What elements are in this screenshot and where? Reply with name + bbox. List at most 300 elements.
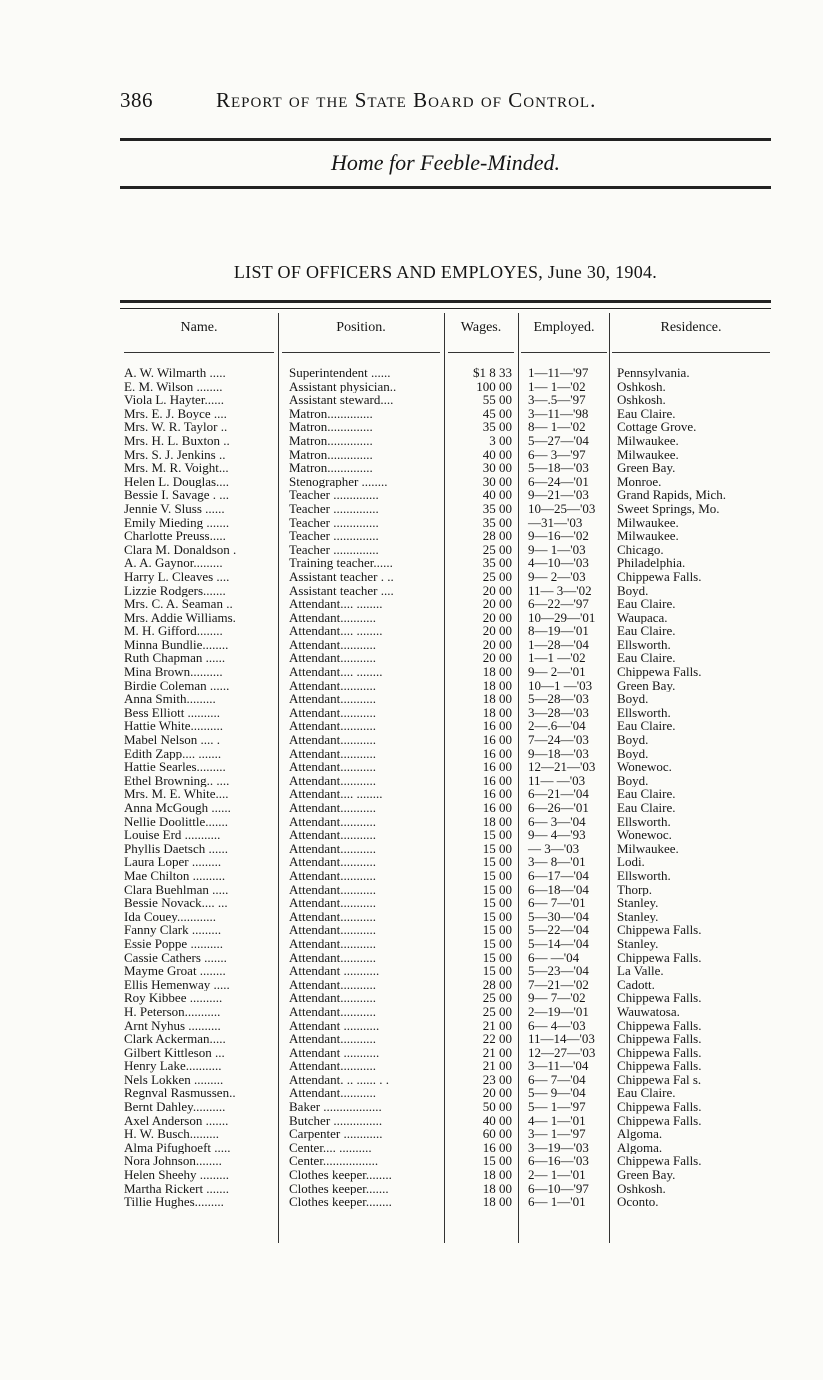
employee-position: Matron.............. [289,461,373,475]
employee-wages: 15 00 [482,908,512,924]
employee-residence: Oshkosh. [617,379,666,394]
employee-residence: Pennsylvania. [617,366,690,380]
table-row [0,665,823,679]
employee-wages: 15 00 [482,1153,512,1169]
employee-name: Mrs. E. J. Boyce .... [124,406,227,421]
employee-residence: Chippewa Falls. [617,950,702,965]
employee-employed-date: 9— 2—'03 [528,568,586,584]
employee-residence: Cadott. [617,977,655,992]
employee-name: Phyllis Daetsch ...... [124,841,228,856]
employee-position: Attendant........... [289,692,377,706]
employee-residence: Green Bay. [617,678,676,693]
employee-wages: 20 00 [482,609,512,625]
employee-employed-date: 5—28—'03 [528,691,589,707]
employee-employed-date: 1—28—'04 [528,636,589,652]
employee-name: Helen L. Douglas.... [124,474,230,489]
employee-employed-date: 2— 1—'01 [528,1167,586,1183]
employee-residence: Oconto. [617,1195,659,1209]
employee-wages: 45 00 [482,405,512,421]
header-underline [448,352,514,353]
employee-employed-date: 6—18—'04 [528,881,589,897]
table-row [0,1154,823,1168]
table-row [0,488,823,502]
table-row [0,448,823,462]
employee-wages: 20 00 [482,650,512,666]
employee-residence: Chippewa Falls. [617,1100,702,1114]
employee-position: Superintendent ...... [289,366,391,380]
table-row [0,1059,823,1073]
employee-position: Attendant.... ........ [289,665,383,679]
employee-name: Gilbert Kittleson ... [124,1045,225,1060]
table-row [0,828,823,842]
table-row [0,1168,823,1182]
employee-residence: Milwaukee. [617,841,679,856]
employee-name: Mrs. M. R. Voight... [124,461,229,475]
employee-wages: 18 00 [482,813,512,829]
employee-position: Clothes keeper....... [289,1181,389,1196]
employee-employed-date: 6—26—'01 [528,800,589,815]
employee-wages: 18 00 [482,704,512,720]
table-rule-thick [120,300,771,303]
column-header-employed: Employed. [533,320,595,335]
employee-wages: 21 00 [482,1058,512,1074]
employee-wages: 35 00 [482,514,512,530]
employee-wages: 60 00 [482,1126,512,1142]
employee-name: Louise Erd ........... [124,828,221,842]
employee-wages: 20 00 [482,636,512,652]
employee-residence: Ellsworth. [617,814,671,829]
employee-position: Attendant........... [289,733,377,747]
employee-residence: Milwaukee. [617,433,679,448]
table-row [0,1019,823,1033]
employee-employed-date: 6—22—'97 [528,596,589,612]
table-row [0,747,823,761]
employee-position: Clothes keeper........ [289,1195,392,1209]
employee-position: Teacher .............. [289,501,379,516]
employee-wages: 25 00 [482,568,512,584]
table-row [0,1086,823,1100]
employee-wages: 55 00 [482,392,512,408]
employee-position: Attendant........... [289,610,377,625]
employee-wages: 30 00 [482,473,512,489]
employee-position: Attendant........... [289,746,377,761]
employee-residence: Boyd. [617,733,649,747]
table-row [0,964,823,978]
employee-employed-date: 6—24—'01 [528,473,589,489]
employee-name: Nels Lokken ......... [124,1072,224,1087]
employee-name: Clara Buehlman ..... [124,882,229,897]
employee-employed-date: 5—23—'04 [528,963,589,979]
header-rule-top [120,138,771,141]
table-row [0,692,823,706]
employee-position: Attendant........... [289,936,377,951]
table-row [0,502,823,516]
employee-position: Teacher .............. [289,488,379,502]
employee-position: Matron.............. [289,406,373,421]
employee-wages: 18 00 [482,1194,512,1210]
employee-name: Hattie White.......... [124,719,224,734]
employee-name: Emily Mieding ....... [124,515,230,530]
employee-residence: Wonewoc. [617,760,672,774]
employee-residence: Chippewa Falls. [617,1018,702,1033]
table-row [0,529,823,543]
employee-employed-date: 6— 3—'04 [528,813,586,829]
employee-employed-date: 4—10—'03 [528,555,589,571]
employee-employed-date: 1—11—'97 [528,365,589,380]
employee-name: Charlotte Preuss..... [124,529,226,543]
header-underline [124,352,274,353]
employee-position: Stenographer ........ [289,474,388,489]
employee-residence: Chippewa Falls. [617,1059,702,1073]
employee-residence: Sweet Springs, Mo. [617,501,720,516]
employee-residence: Stanley. [617,896,659,910]
employee-name: Bernt Dahley.......... [124,1100,226,1114]
column-header-residence: Residence. [660,320,722,335]
employee-employed-date: 5— 9—'04 [528,1085,586,1101]
employee-wages: 18 00 [482,677,512,693]
table-row [0,651,823,665]
employee-name: Alma Pifughoeft ..... [124,1140,231,1155]
employee-residence: Chippewa Falls. [617,569,702,584]
employee-position: Attendant........... [289,828,377,842]
employee-employed-date: 2—.6—'04 [528,718,586,734]
employee-wages: 20 00 [482,1085,512,1101]
employee-name: Regnval Rasmussen.. [124,1086,236,1101]
employee-residence: Eau Claire. [617,651,676,666]
employee-position: Attendant........... [289,678,377,693]
employee-residence: Chippewa Falls. [617,665,702,679]
employee-name: Mrs. S. J. Jenkins .. [124,447,226,462]
employee-employed-date: 6—21—'04 [528,786,589,802]
employee-wages: 40 00 [482,446,512,462]
employee-position: Attendant........... [289,882,377,897]
column-header-name: Name. [180,320,218,335]
employee-name: Nellie Doolittle....... [124,814,228,829]
employee-wages: 28 00 [482,976,512,992]
table-row [0,760,823,774]
employee-residence: Algoma. [617,1140,663,1155]
employee-name: Ethel Browning.. .... [124,773,230,788]
employee-residence: Eau Claire. [617,624,676,638]
employee-position: Attendant........... [289,1086,377,1101]
employee-name: Anna McGough ...... [124,801,231,815]
employee-residence: Eau Claire. [617,597,676,611]
employee-position: Butcher ............... [289,1113,383,1128]
table-row [0,461,823,475]
employee-wages: 21 00 [482,1017,512,1033]
employee-position: Attendant........... [289,977,377,992]
employee-name: Clark Ackerman..... [124,1032,226,1046]
employee-residence: Wauwatosa. [617,1004,680,1019]
employee-name: Hattie Searles......... [124,760,226,774]
table-row [0,1195,823,1209]
header-underline [282,352,440,353]
employee-name: Mrs. W. R. Taylor .. [124,420,228,434]
employee-name: Bessie I. Savage . ... [124,488,230,502]
employee-residence: Eau Claire. [617,787,676,801]
employee-position: Attendant ........... [289,1018,380,1033]
table-row [0,597,823,611]
employee-employed-date: 10—25—'03 [528,500,596,516]
employee-position: Attendant.... ........ [289,624,383,638]
employee-position: Attendant.... ........ [289,787,383,801]
employee-employed-date: 5—22—'04 [528,922,589,938]
table-row [0,434,823,448]
employee-name: H. W. Busch......... [124,1127,219,1141]
employee-employed-date: 9—16—'02 [528,528,589,544]
employee-employed-date: 7—24—'03 [528,732,589,748]
employee-wages: 25 00 [482,541,512,557]
table-row [0,978,823,992]
employee-residence: La Valle. [617,964,664,978]
employee-residence: Ellsworth. [617,705,671,720]
employee-residence: Oshkosh. [617,1181,666,1196]
employee-wages: 20 00 [482,596,512,612]
employee-residence: Eau Claire. [617,801,676,815]
employee-employed-date: 3—.5—'97 [528,392,586,408]
employee-position: Attendant........... [289,801,377,815]
employee-position: Attendant ........... [289,964,380,978]
employee-residence: Chippewa Fal s. [617,1072,702,1087]
employee-employed-date: — 3—'03 [528,840,580,856]
employee-residence: Green Bay. [617,1168,676,1182]
employee-residence: Chippewa Falls. [617,1113,702,1128]
employee-name: Mina Brown.......... [124,665,223,679]
employee-residence: Chippewa Falls. [617,923,702,937]
employee-name: Mabel Nelson .... . [124,733,221,747]
employee-employed-date: 11— —'03 [528,772,586,788]
employee-position: Attendant........... [289,719,377,734]
employee-wages: 40 00 [482,487,512,503]
employee-employed-date: 9—21—'03 [528,487,589,503]
employee-residence: Algoma. [617,1127,663,1141]
employee-wages: 35 00 [482,500,512,516]
employee-residence: Monroe. [617,474,662,489]
employee-residence: Thorp. [617,882,653,897]
employee-wages: 40 00 [482,1112,512,1128]
employee-name: Harry L. Cleaves .... [124,569,230,584]
employee-position: Assistant teacher . .. [289,569,394,584]
employee-name: Mrs. M. E. White.... [124,787,229,801]
employee-name: Martha Rickert ....... [124,1181,230,1196]
employee-position: Attendant........... [289,773,377,788]
employee-position: Attendant........... [289,1032,377,1046]
employee-residence: Waupaca. [617,610,668,625]
employee-employed-date: 9— 1—'03 [528,541,586,557]
employee-wages: 30 00 [482,460,512,476]
employee-employed-date: 8—19—'01 [528,623,589,639]
employee-position: Attendant. .. ...... . . [289,1072,390,1087]
employee-employed-date: 11—14—'03 [528,1031,595,1047]
employee-employed-date: 9— 7—'02 [528,990,586,1006]
running-title: Report of the State Board of Control. [216,88,597,112]
employee-residence: Chippewa Falls. [617,991,702,1005]
employee-position: Matron.............. [289,447,373,462]
employee-wages: 18 00 [482,1167,512,1183]
employee-name: A. W. Wilmarth ..... [124,366,226,380]
employee-residence: Oshkosh. [617,393,666,407]
table-row [0,393,823,407]
employee-wages: 15 00 [482,922,512,938]
employee-employed-date: 6—16—'03 [528,1153,589,1169]
employee-wages: 16 00 [482,759,512,775]
employee-employed-date: 8— 1—'02 [528,419,586,435]
table-row [0,923,823,937]
employee-name: Edith Zapp.... ....... [124,746,222,761]
employee-residence: Milwaukee. [617,529,679,543]
employee-position: Attendant........... [289,923,377,937]
employee-employed-date: 3— 1—'97 [528,1126,586,1142]
employee-position: Attendant........... [289,1059,377,1073]
employee-name: H. Peterson........... [124,1004,221,1019]
employee-name: Birdie Coleman ...... [124,678,230,693]
employee-name: Tillie Hughes......... [124,1195,224,1209]
employee-position: Attendant........... [289,651,377,666]
employee-position: Carpenter ............ [289,1127,383,1141]
employee-name: Viola L. Hayter...... [124,393,224,407]
table-row [0,556,823,570]
employee-wages: 35 00 [482,555,512,571]
employee-name: Ellis Hemenway ..... [124,977,230,992]
employee-position: Training teacher...... [289,556,393,570]
employee-wages: 21 00 [482,1044,512,1060]
employee-employed-date: 5—18—'03 [528,460,589,476]
column-header-wages: Wages. [460,320,502,335]
employee-wages: 15 00 [482,827,512,843]
employee-name: Nora Johnson........ [124,1154,222,1169]
employee-position: Matron.............. [289,420,373,434]
employee-employed-date: 5— 1—'97 [528,1099,586,1115]
employee-employed-date: 10—1 —'03 [528,677,593,693]
table-row [0,407,823,421]
employee-wages: 15 00 [482,963,512,979]
employee-employed-date: 6— 4—'03 [528,1017,586,1033]
employee-name: Bessie Novack.... ... [124,896,228,910]
table-row [0,869,823,883]
table-row [0,1032,823,1046]
table-row [0,611,823,625]
employee-residence: Stanley. [617,909,659,924]
employee-position: Teacher .............. [289,542,379,557]
employee-residence: Ellsworth. [617,868,671,883]
employee-name: Minna Bundlie........ [124,637,229,652]
employee-wages: 15 00 [482,895,512,911]
employee-wages: 15 00 [482,935,512,951]
table-row [0,543,823,557]
header-underline [521,352,607,353]
employee-wages: $1 8 33 [473,365,512,380]
employee-wages: 18 00 [482,664,512,680]
employee-name: Roy Kibbee .......... [124,991,223,1005]
employee-position: Attendant........... [289,950,377,965]
table-row [0,624,823,638]
employee-employed-date: 5—27—'04 [528,432,589,448]
employee-name: Mrs. C. A. Seaman .. [124,597,233,611]
employee-name: Fanny Clark ......... [124,923,222,937]
table-row [0,584,823,598]
employee-employed-date: 1—1 —'02 [528,650,586,666]
employee-wages: 20 00 [482,623,512,639]
table-row [0,366,823,380]
employee-residence: Cottage Grove. [617,420,697,434]
employee-residence: Ellsworth. [617,637,671,652]
employee-name: M. H. Gifford........ [124,624,223,638]
table-row [0,1046,823,1060]
table-row [0,733,823,747]
employee-position: Attendant........... [289,991,377,1005]
employee-name: A. A. Gaynor......... [124,556,223,570]
table-row [0,1127,823,1141]
employee-table-body [0,366,823,1209]
table-row [0,855,823,869]
table-row [0,910,823,924]
header-underline [612,352,770,353]
employee-wages: 16 00 [482,772,512,788]
section-title: Home for Feeble-Minded. [330,150,561,175]
table-row [0,1100,823,1114]
employee-wages: 16 00 [482,732,512,748]
employee-position: Attendant........... [289,637,377,652]
employee-position: Attendant........... [289,855,377,869]
employee-wages: 3 00 [489,432,512,448]
employee-position: Center.... .......... [289,1140,372,1155]
table-row [0,896,823,910]
table-row [0,380,823,394]
employee-residence: Chippewa Falls. [617,1045,702,1060]
employee-position: Teacher .............. [289,515,379,530]
employee-employed-date: 3—11—'04 [528,1058,589,1074]
employee-name: Ruth Chapman ...... [124,651,226,666]
employee-position: Assistant teacher .... [289,583,394,598]
employee-name: Anna Smith......... [124,692,216,706]
employee-residence: Eau Claire. [617,719,676,734]
employee-name: Arnt Nyhus .......... [124,1018,221,1033]
employee-name: Helen Sheehy ......... [124,1168,230,1182]
employee-position: Baker .................. [289,1100,382,1114]
employee-name: Mayme Groat ........ [124,964,226,978]
employee-residence: Chippewa Falls. [617,1154,702,1169]
employee-name: Lizzie Rodgers....... [124,583,226,598]
table-row [0,937,823,951]
table-row [0,774,823,788]
employee-wages: 16 00 [482,745,512,761]
employee-wages: 18 00 [482,691,512,707]
employee-wages: 16 00 [482,786,512,802]
employee-name: Jennie V. Sluss ...... [124,501,225,516]
employee-position: Attendant........... [289,896,377,910]
employee-residence: Milwaukee. [617,515,679,530]
employee-employed-date: 9—18—'03 [528,745,589,761]
employee-employed-date: 6— —'04 [528,949,580,965]
employee-employed-date: 5—30—'04 [528,908,589,924]
table-row [0,475,823,489]
employee-residence: Philadelphia. [617,556,686,570]
employee-employed-date: 3—28—'03 [528,704,589,720]
employee-employed-date: 1— 1—'02 [528,378,586,394]
employee-residence: Boyd. [617,692,649,706]
employee-residence: Chicago. [617,542,664,557]
employee-name: Bess Elliott .......... [124,705,221,720]
table-row [0,1005,823,1019]
employee-residence: Chippewa Falls. [617,1032,702,1046]
employee-position: Attendant........... [289,814,377,829]
list-title: LIST OF OFFICERS AND EMPLOYES, June 30, 1904. [233,262,658,282]
table-row [0,516,823,530]
employee-position: Attendant........... [289,909,377,924]
employee-employed-date: 6— 3—'97 [528,446,586,462]
column-header-position: Position. [336,320,386,335]
table-row [0,1114,823,1128]
